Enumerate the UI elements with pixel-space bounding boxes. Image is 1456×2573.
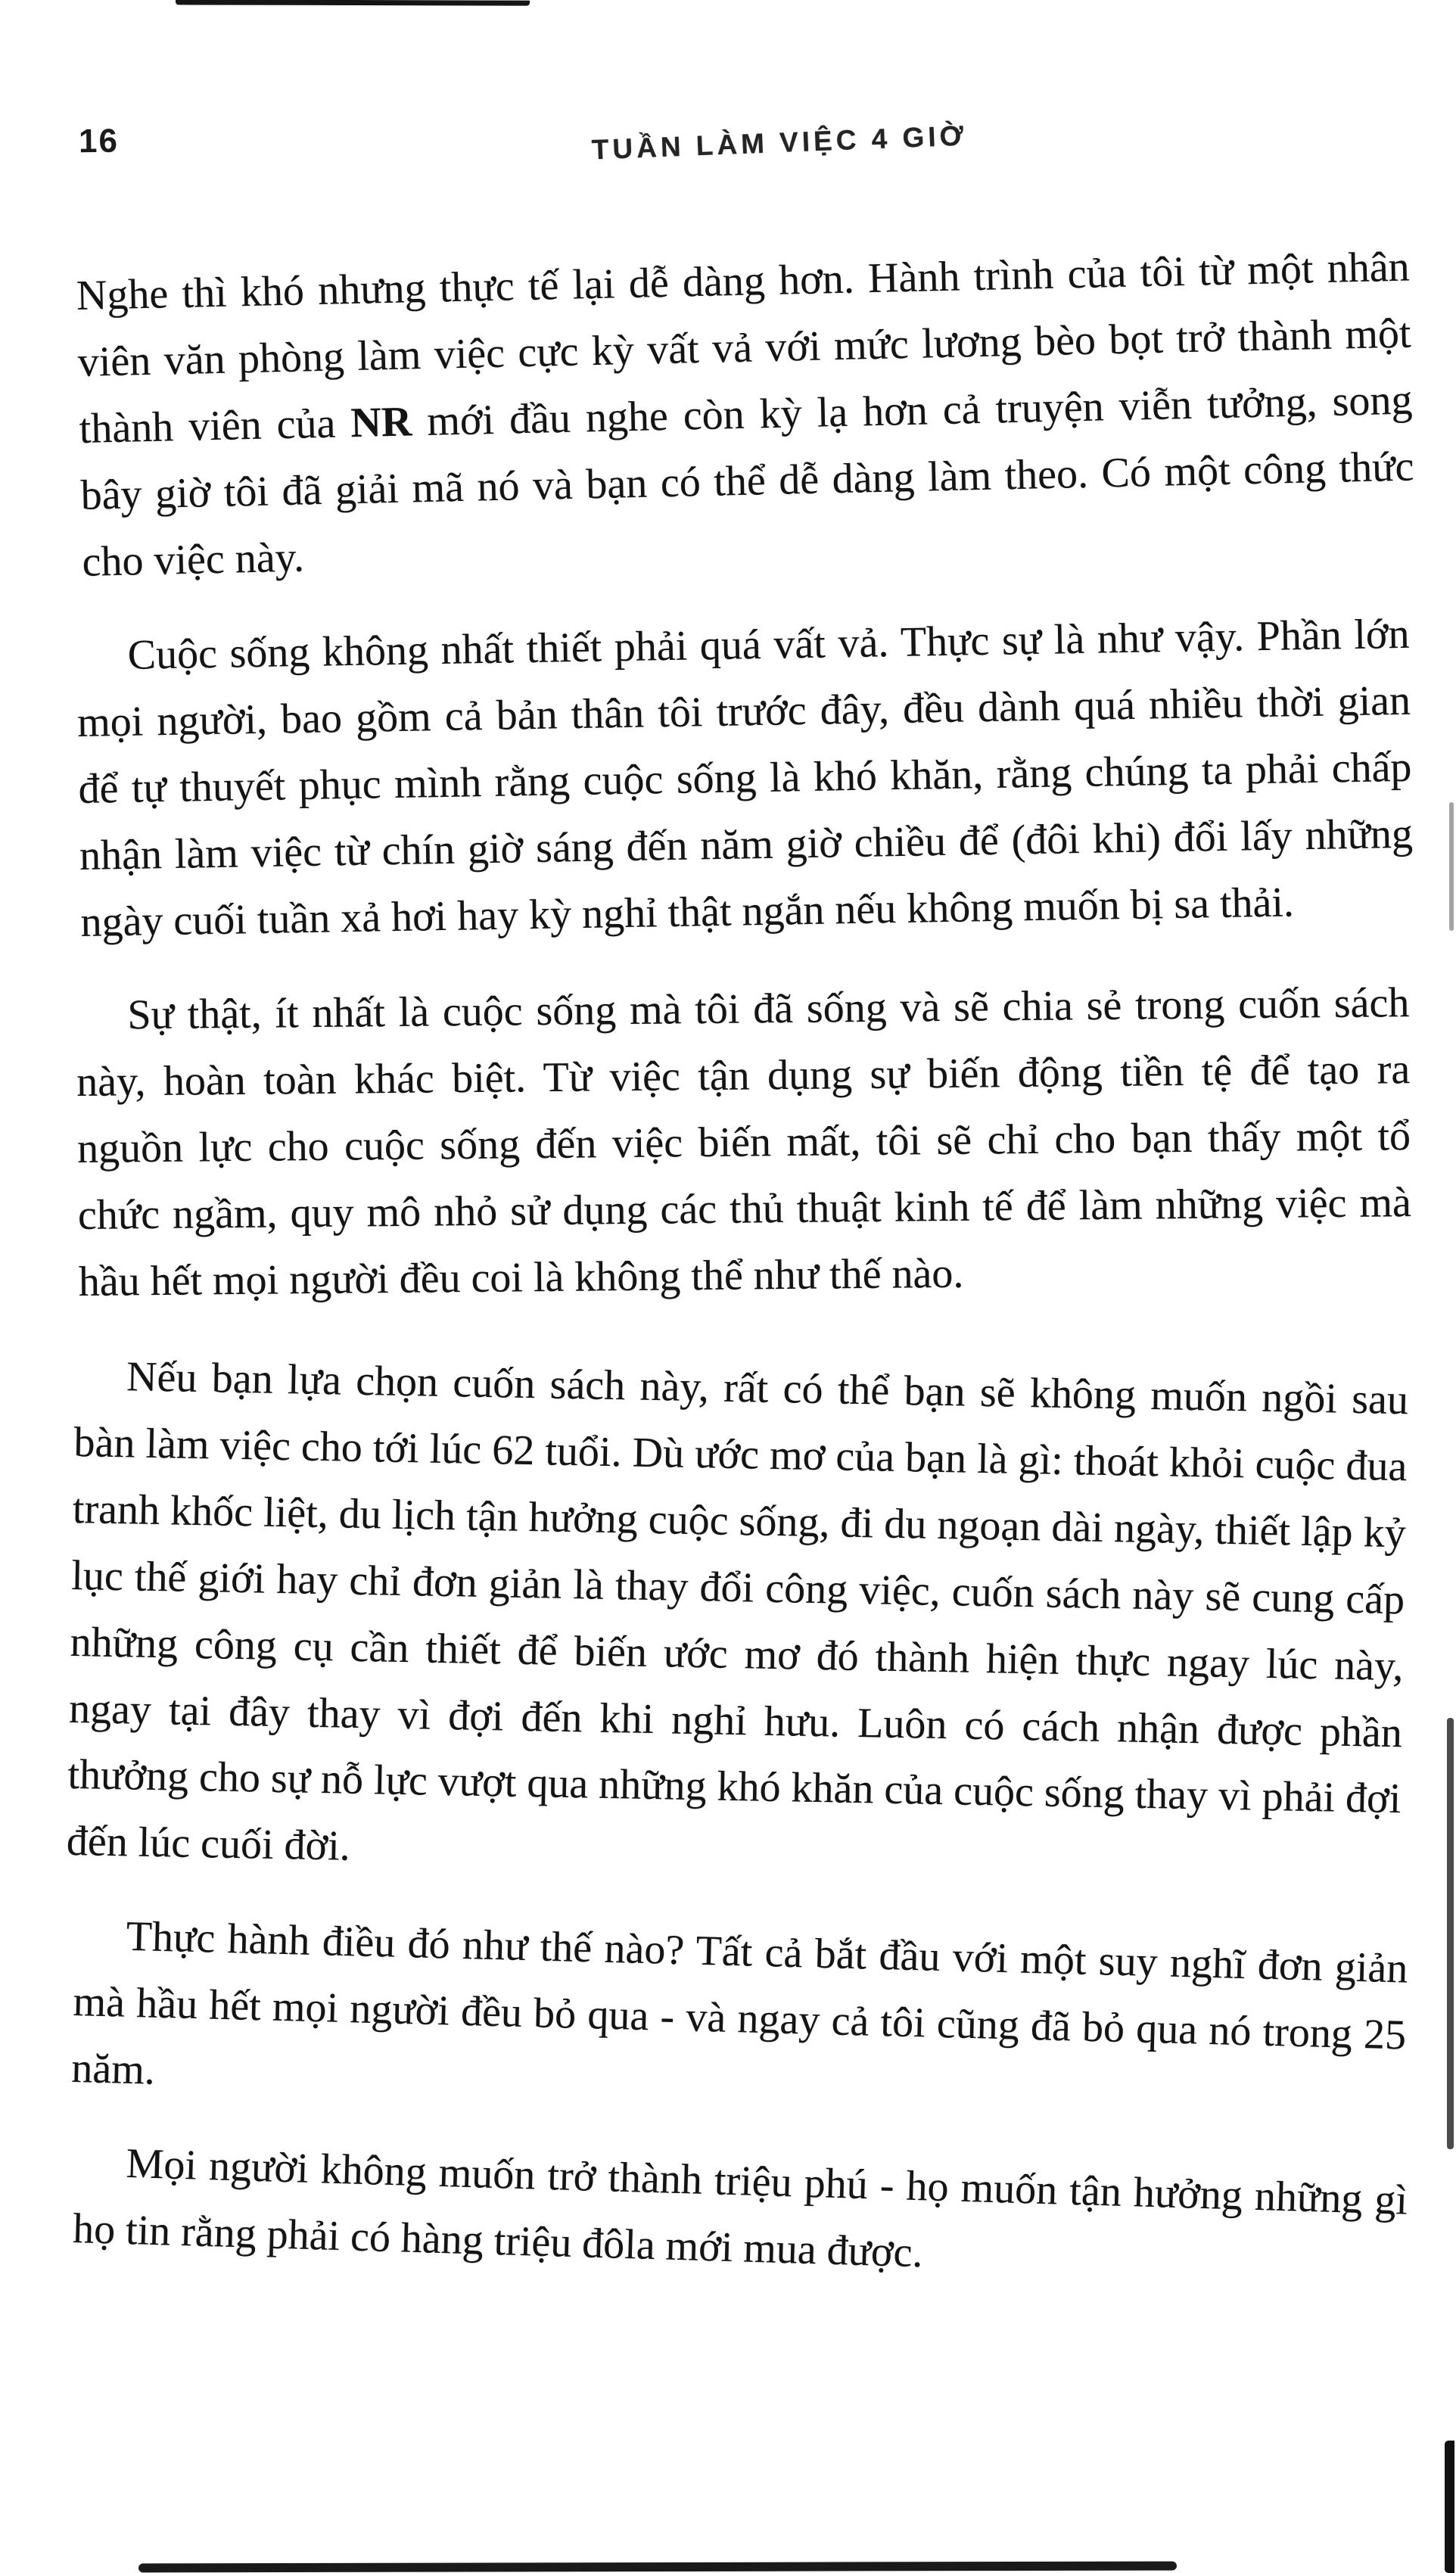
paragraph-5: Thực hành điều đó như thế nào? Tất cả bắt đầu với một suy nghĩ đơn giản mà hầu hết mọi người đều bỏ qua - và ngay cả tôi cũng đã bỏ qua nó trong 25 năm.	[70, 1912, 1409, 2094]
paragraph-1-text-post: mới đầu nghe còn kỳ lạ hơn cả truyện viễn tưởng, song bây giờ tôi đã giải mã nó và bạn có thể dễ dàng làm theo. Có một công thức cho việc này.	[80, 376, 1414, 586]
scan-artifact-right-edge-upper	[1449, 802, 1454, 931]
paragraph-2: Cuộc sống không nhất thiết phải quá vất vả. Thực sự là như vậy. Phần lớn mọi người, bao gồm cả bản thân tôi trước đây, đều dành quá nhiều thời gian để tự thuyết phục mình rằng cuộc sống là khó khăn, rằng chúng ta phải chấp nhận làm việc từ chín giờ sáng đến năm giờ chiều để (đôi khi) đổi lấy những ngày cuối tuần xả hơi hay kỳ nghỉ thật ngắn nếu không muốn bị sa thải.	[76, 610, 1414, 946]
paragraph-3: Sự thật, ít nhất là cuộc sống mà tôi đã sống và sẽ chia sẻ trong cuốn sách này, hoàn toàn khác biệt. Từ việc tận dụng sự biến động tiền tệ để tạo ra nguồn lực cho cuộc sống đến việc biến mất, tôi sẽ chỉ cho bạn thấy một tổ chức ngầm, quy mô nhỏ sử dụng các thủ thuật kinh tế để làm những việc mà hầu hết mọi người đều coi là không thể như thế nào.	[76, 979, 1412, 1305]
body-text	[66, 243, 1414, 2289]
scan-artifact-right-edge-middle	[1447, 1718, 1454, 2149]
paragraph-6: Mọi người không muốn trở thành triệu phú - họ muốn tận hưởng những gì họ tin rằng phải có hàng triệu đôla mới mua được.	[72, 2139, 1408, 2276]
scan-artifact-bottom-edge	[138, 2562, 1177, 2573]
paragraph-1-text-pre: Nghe thì khó nhưng thực tế lại dễ dàng hơn. Hành trình của tôi từ một nhân viên văn phòng làm việc cực kỳ vất vả với mức lương bèo bọt trở thành một thành viên của	[76, 243, 1412, 453]
running-header-title: TUẦN LÀM VIỆC 4 GIỜ	[591, 120, 968, 166]
paragraph-1-bold-term: NR	[350, 398, 412, 446]
scan-artifact-right-edge-lower	[1445, 2441, 1454, 2573]
paragraph-4: Nếu bạn lựa chọn cuốn sách này, rất có thể bạn sẽ không muốn ngồi sau bàn làm việc cho tới lúc 62 tuổi. Dù ước mơ của bạn là gì: thoát khỏi cuộc đua tranh khốc liệt, du lịch tận hưởng cuộc sống, đi du ngoạn dài ngày, thiết lập kỷ lục thế giới hay chỉ đơn giản là thay đổi công việc, cuốn sách này sẽ cung cấp những công cụ cần thiết để biến ước mơ đó thành hiện thực ngay lúc này, ngay tại đây thay vì đợi đến khi nghỉ hưu. Luôn có cách nhận được phần thưởng cho sự nỗ lực vượt qua những khó khăn của cuộc sống thay vì phải đợi đến lúc cuối đời.	[66, 1352, 1409, 1870]
paragraph-1	[76, 235, 1416, 596]
scan-artifact-top-edge	[176, 0, 530, 6]
page-number: 16	[78, 122, 120, 160]
